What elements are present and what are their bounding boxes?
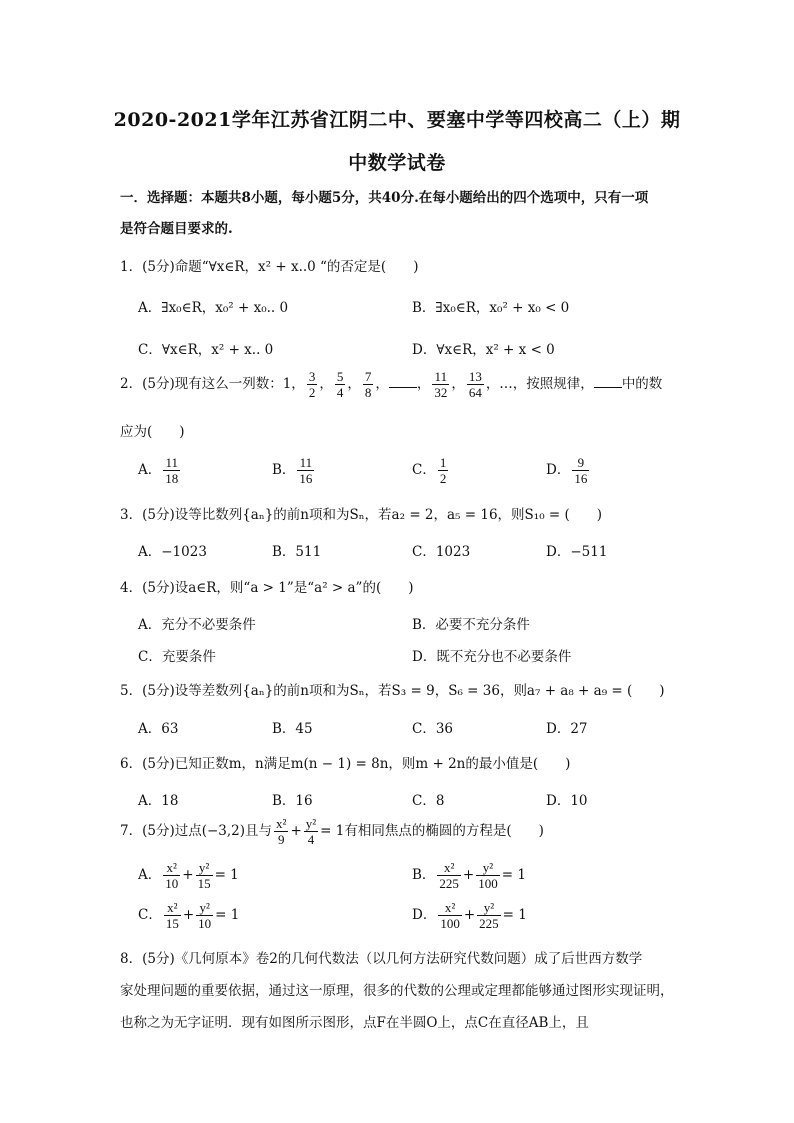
q5-option-b: B．45: [272, 721, 313, 737]
q2-option-b: B． $\frac{11}{16}$: [272, 455, 313, 486]
q2-option-d: D． $\frac{9}{16}$: [546, 455, 588, 486]
q2-option-c: C． $\frac{1}{2}$: [412, 455, 447, 486]
q1-option-b: B．∃x₀∈R，x₀² + x₀ < 0: [412, 300, 570, 316]
q2-fraction-1: $\frac{3}{2}$: [308, 369, 316, 400]
q8-line1: 8．(5分)《几何原本》卷2的几何代数法（以几何方法研究代数问题）成了后世西方数学: [120, 951, 643, 967]
q6-option-a: A．18: [138, 793, 179, 809]
q2-fraction-2: $\frac{5}{4}$: [336, 369, 344, 400]
q3-stem: 3．(5分)设等比数列{aₙ}的前n项和为Sₙ，若a₂ = 2，a₅ = 16，则S₁₀ = ( ): [120, 507, 603, 523]
q8-line2: 家处理问题的重要依据，通过这一原理，很多的代数的公理或定理都能够通过图形实现证明，: [120, 983, 674, 999]
section-heading-line2: 是符合题目要求的.: [120, 221, 233, 237]
q7-option-c: C． $\frac{\text{x²}}{15}$ + $\frac{\text{y²}}{10}$ = 1: [138, 900, 240, 931]
q2-suffix2: 中的数: [621, 376, 663, 392]
q6-option-b: B．16: [272, 793, 313, 809]
q2-fraction-5: $\frac{13}{64}$: [468, 369, 482, 400]
q1-option-c: C．∀x∈R，x² + x.. 0: [138, 342, 274, 358]
q7-stem: [120, 816, 544, 847]
q1-option-d: D．∀x∈R，x² + x < 0: [412, 342, 555, 358]
q7-option-b: B． $\frac{\text{x²}}{225}$ + $\frac{\text{y²}}{100}$ = 1: [412, 860, 526, 891]
q6-stem: 6．(5分)已知正数m，n满足m(n − 1) = 8n，则m + 2n的最小值是( ): [120, 756, 571, 772]
q2-suffix: ，…，按照规律，: [485, 376, 594, 392]
q7-plus: +: [290, 823, 302, 839]
q3-option-a: A．−1023: [138, 544, 207, 560]
q4-stem: 4．(5分)设a∈R，则“a > 1”是“a² > a”的( ): [120, 580, 414, 596]
q2-stem-line2: 应为( ): [120, 424, 185, 440]
q5-option-d: D．27: [546, 721, 588, 737]
q3-option-c: C．1023: [412, 544, 471, 560]
q2-prefix: 2．(5分)现有这么一列数：1，: [120, 376, 305, 392]
q7-option-d: D． $\frac{\text{x²}}{100}$ + $\frac{\text{y²}}{225}$ = 1: [412, 900, 527, 931]
q2-blank-2: [594, 375, 622, 388]
exam-title-line1: 2020-2021学年江苏省江阴二中、要塞中学等四校高二（上）期: [113, 109, 681, 131]
exam-title-line2: 中数学试卷: [348, 152, 446, 174]
q4-option-a: A．充分不必要条件: [138, 617, 256, 633]
q7-suffix: = 1有相同焦点的椭圆的方程是( ): [320, 823, 544, 839]
q4-option-d: D．既不充分也不必要条件: [412, 649, 572, 665]
q5-option-a: A．63: [138, 721, 179, 737]
q2-blank-1: [389, 375, 417, 388]
q2-fraction-4: $\frac{11}{32}$: [434, 369, 448, 400]
q4-option-b: B．必要不充分条件: [412, 617, 530, 633]
q7-fraction-y: $\frac{\text{y²}}{4}$: [305, 816, 317, 847]
q5-option-c: C．36: [412, 721, 454, 737]
q3-option-d: D．−511: [546, 544, 608, 560]
q8-line3: 也称之为无字证明．现有如图所示图形，点F在半圆O上，点C在直径AB上，且: [120, 1015, 589, 1031]
q5-stem: 5．(5分)设等差数列{aₙ}的前n项和为Sₙ，若S₃ = 9，S₆ = 36，则a₇ + a₈ + a₉ = ( ): [120, 683, 665, 699]
q4-option-c: C．充要条件: [138, 649, 216, 665]
q6-option-c: C．8: [412, 793, 445, 809]
q1-option-a: A．∃x₀∈R，x₀² + x₀.. 0: [138, 300, 289, 316]
q7-fraction-x: $\frac{\text{x²}}{9}$: [276, 816, 287, 847]
q2-fraction-3: $\frac{7}{8}$: [364, 369, 372, 400]
q6-option-d: D．10: [546, 793, 588, 809]
q7-option-a: A． $\frac{\text{x²}}{10}$ + $\frac{\text{y²}}{15}$ = 1: [138, 860, 239, 891]
q1-stem: 1．(5分)命题“∀x∈R，x² + x..0 “的否定是( ): [120, 259, 419, 275]
q2-stem: 2．(5分)现有这么一列数：1， $\frac{3}{2}$ ， $\frac{5}{4}$ ， $\frac{7}{8}$ ， ， $\frac{11}{32}$ ， $\frac{13}{64}$ ，…，按照规律， 中的数: [120, 369, 663, 400]
section-heading-line1: 一．选择题：本题共8小题，每小题5分，共40分.在每小题给出的四个选项中，只有一项: [120, 190, 649, 206]
q7-prefix: 7．(5分)过点(−3,2)且与: [120, 823, 273, 839]
q3-option-b: B．511: [272, 544, 322, 560]
q2-option-a: A． $\frac{11}{18}$: [138, 455, 179, 486]
